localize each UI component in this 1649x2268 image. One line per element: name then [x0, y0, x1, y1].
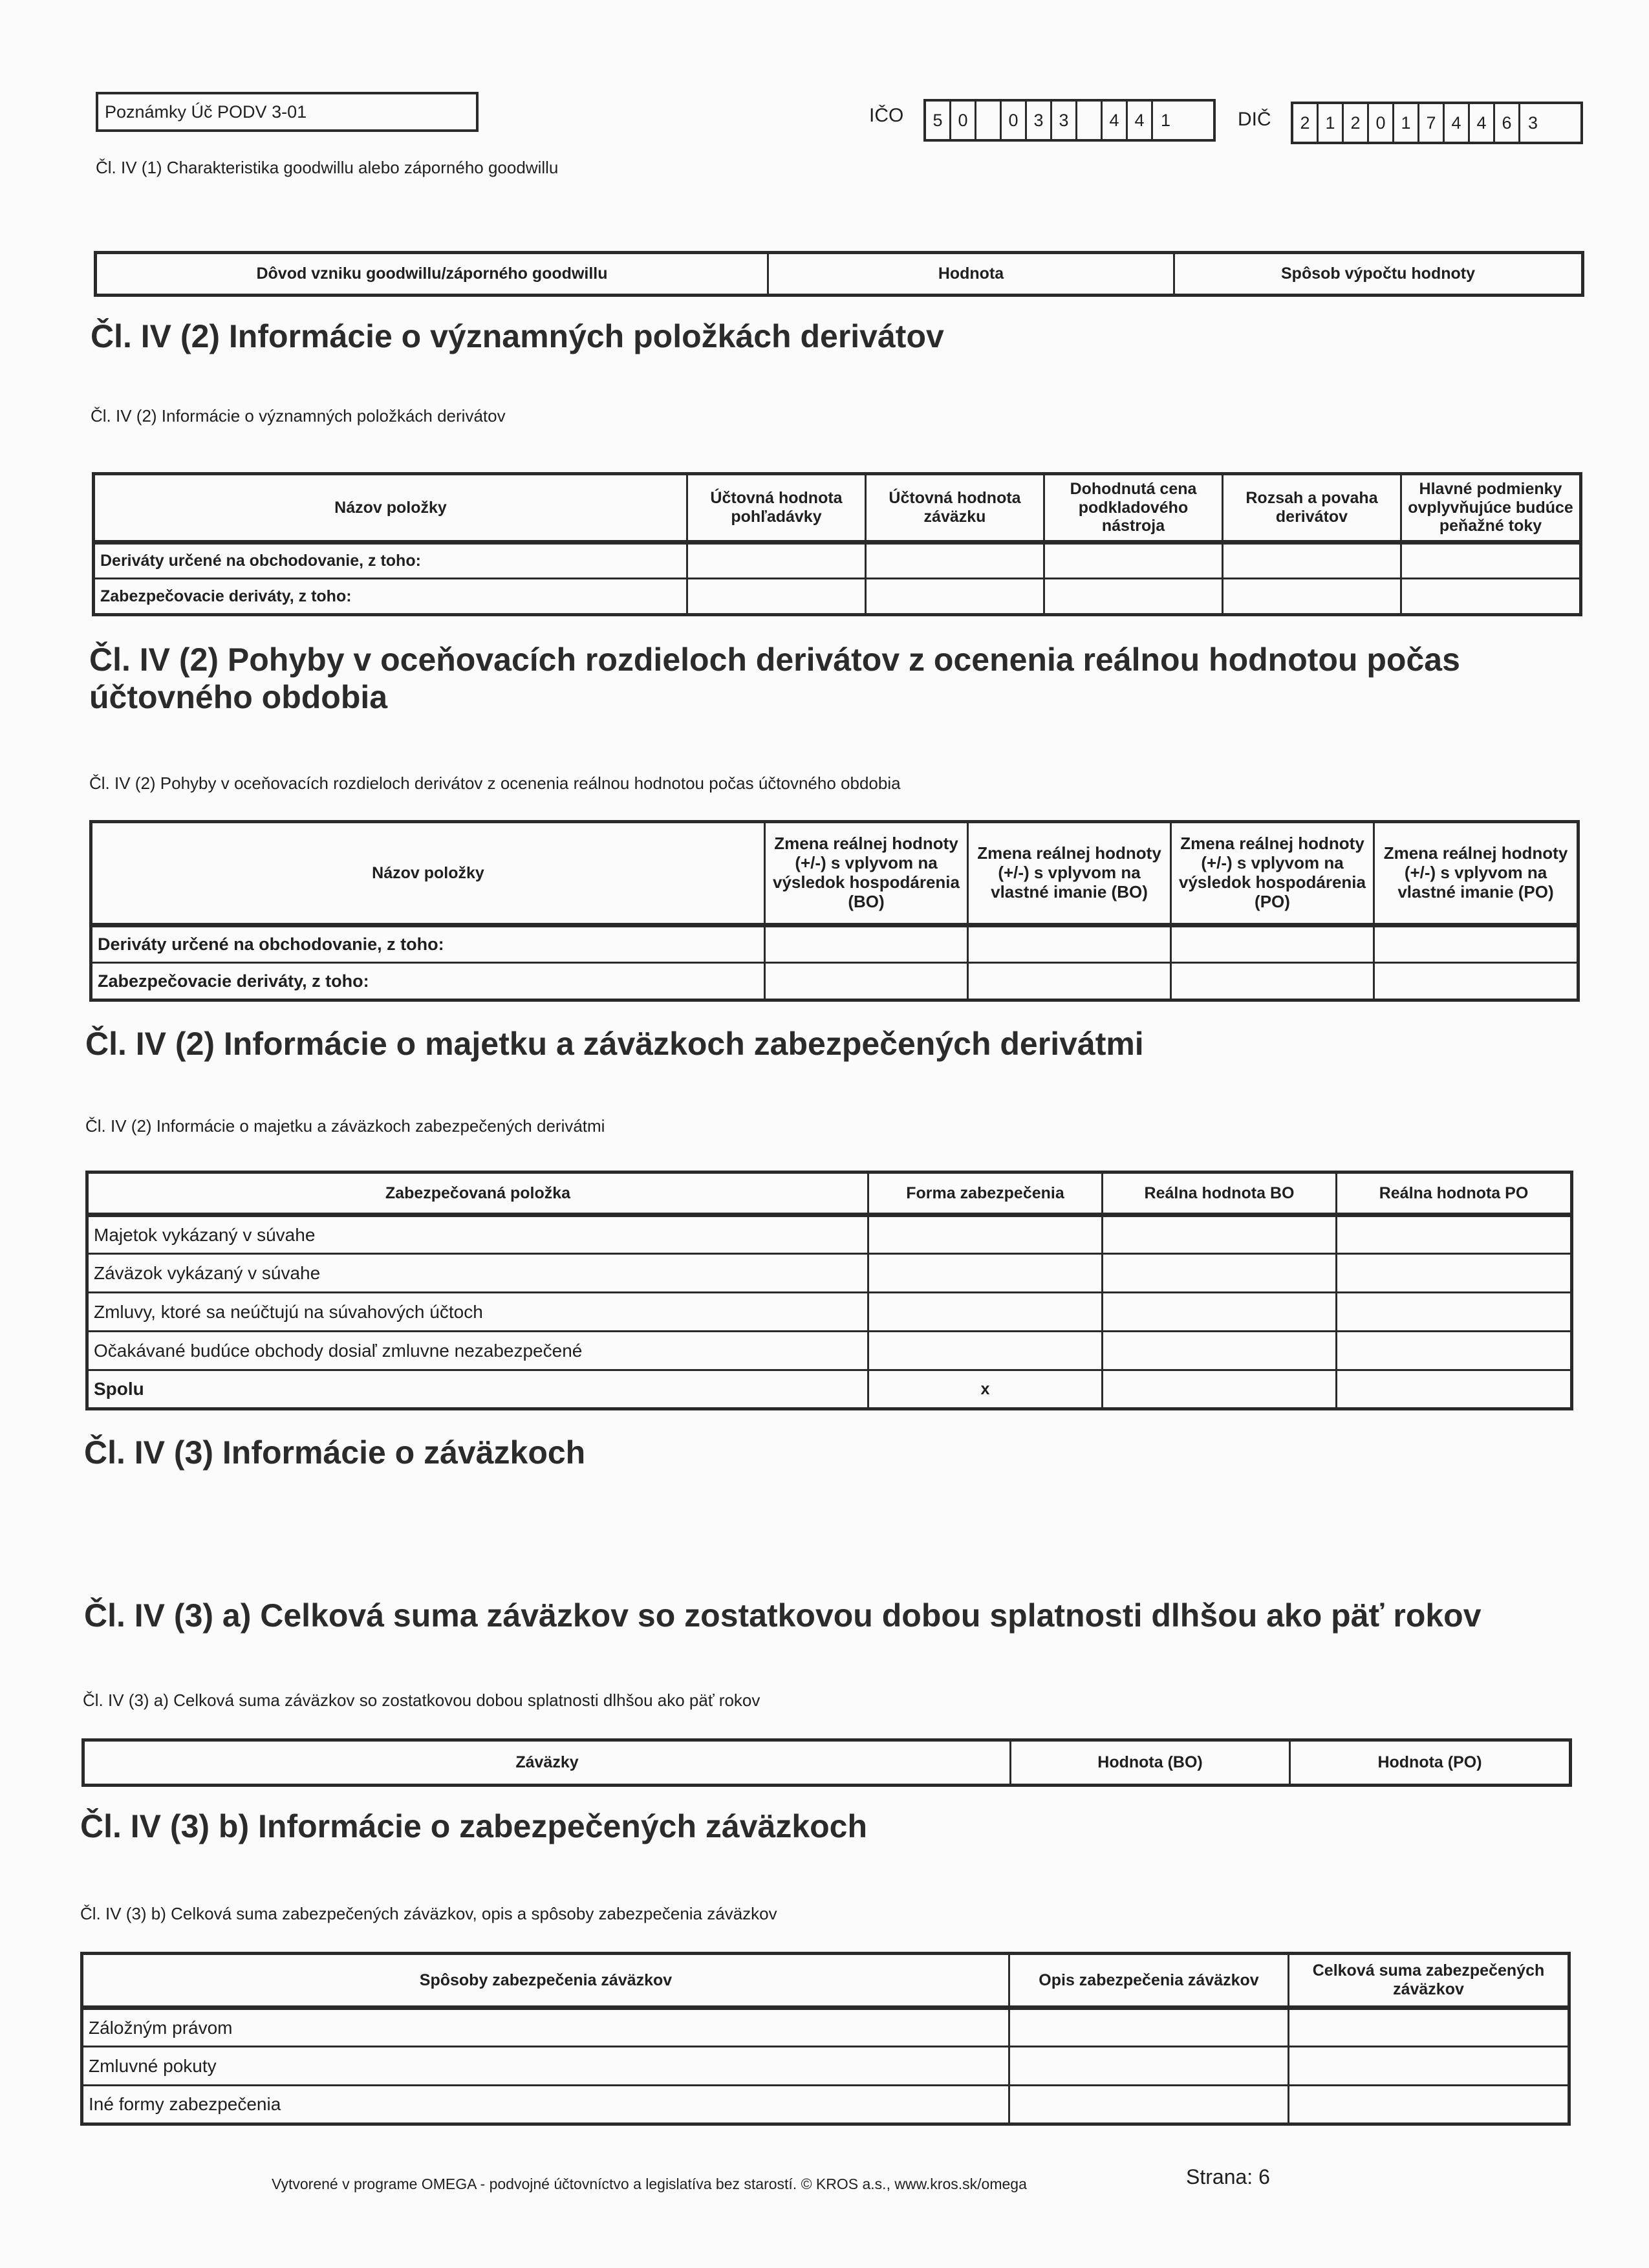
ico-digit: 1 — [1160, 110, 1171, 130]
dic-digit: 3 — [1527, 113, 1538, 133]
col-header: Hodnota (PO) — [1290, 1740, 1571, 1786]
ico-digits — [923, 99, 1216, 142]
col-header: Forma zabezpečenia — [868, 1172, 1103, 1215]
row-label: Iné formy zabezpečenia — [82, 2086, 1009, 2124]
ico-digit: 4 — [1128, 102, 1153, 139]
value-cell — [1009, 2086, 1289, 2124]
value-cell — [1374, 963, 1579, 1000]
value-cell — [868, 1254, 1103, 1293]
value-cell — [1103, 1215, 1337, 1254]
col-header: Účtovná hodnota záväzku — [866, 474, 1044, 543]
section-caption: Čl. IV (2) Pohyby v oceňovacích rozdieloch derivátov z ocenenia reálnou hodnotou počas účtovného obdobia — [89, 773, 901, 793]
row-label: Majetok vykázaný v súvahe — [87, 1215, 868, 1254]
value-cell — [1289, 2086, 1569, 2124]
value-cell — [1401, 579, 1581, 615]
value-cell — [687, 543, 866, 579]
dic-digit: 2 — [1344, 104, 1369, 142]
value-cell — [1103, 1370, 1337, 1409]
value-cell: x — [868, 1370, 1103, 1409]
col-header: Celková suma zabezpečených záväzkov — [1289, 1954, 1569, 2008]
value-cell — [1374, 925, 1579, 963]
col-header: Spôsob výpočtu hodnoty — [1174, 253, 1583, 296]
col-header: Záväzky — [83, 1740, 1011, 1786]
secured-liabilities-table — [80, 1952, 1571, 2126]
hedged-items-table — [85, 1171, 1573, 1410]
ico-digit — [1077, 102, 1103, 139]
goodwill-caption: Čl. IV (1) Charakteristika goodwillu alebo záporného goodwillu — [96, 158, 559, 177]
row-label: Zabezpečovacie deriváty, z toho: — [94, 579, 687, 615]
col-header: Dôvod vzniku goodwillu/záporného goodwillu — [96, 253, 768, 296]
dic-digit: 1 — [1319, 104, 1344, 142]
row-label: Zabezpečovacie deriváty, z toho: — [91, 963, 765, 1000]
derivatives-movements-table — [89, 820, 1580, 1002]
dic-label: DIČ — [1238, 109, 1271, 130]
col-header: Reálna hodnota PO — [1337, 1172, 1572, 1215]
value-cell — [1289, 2008, 1569, 2047]
value-cell — [1337, 1254, 1572, 1293]
col-header: Opis zabezpečenia záväzkov — [1009, 1954, 1289, 2008]
table-row — [87, 1215, 1572, 1254]
col-header: Hlavné podmienky ovplyvňujúce budúce peňažné toky — [1401, 474, 1581, 543]
section-heading: Čl. IV (2) Informácie o významných položkách derivátov — [91, 318, 944, 354]
table-row — [82, 2047, 1569, 2086]
col-header: Hodnota — [768, 253, 1174, 296]
row-label: Záväzok vykázaný v súvahe — [87, 1254, 868, 1293]
value-cell — [1337, 1332, 1572, 1370]
section-heading: Čl. IV (3) b) Informácie o zabezpečených záväzkoch — [80, 1808, 868, 1844]
table-row-total — [87, 1370, 1572, 1409]
ico-digit: 0 — [951, 102, 976, 139]
dic-digit: 6 — [1495, 104, 1520, 142]
ico-digit: 3 — [1027, 102, 1052, 139]
row-label: Deriváty určené na obchodovanie, z toho: — [94, 543, 687, 579]
table-row — [82, 2008, 1569, 2047]
value-cell — [1223, 543, 1401, 579]
value-cell — [1337, 1293, 1572, 1332]
col-header: Účtovná hodnota pohľadávky — [687, 474, 866, 543]
value-cell — [1103, 1293, 1337, 1332]
page-number: Strana: 6 — [1186, 2165, 1270, 2188]
value-cell — [868, 1293, 1103, 1332]
table-row — [87, 1293, 1572, 1332]
col-header: Rozsah a povaha derivátov — [1223, 474, 1401, 543]
value-cell — [1337, 1215, 1572, 1254]
dic-digits — [1291, 102, 1583, 144]
value-cell — [866, 579, 1044, 615]
dic-digit: 1 — [1394, 104, 1419, 142]
col-header: Zmena reálnej hodnoty (+/-) s vplyvom na vlastné imanie (BO) — [968, 822, 1171, 925]
value-cell — [1009, 2008, 1289, 2047]
value-cell — [868, 1332, 1103, 1370]
dic-digit: 4 — [1470, 104, 1495, 142]
value-cell — [1171, 963, 1374, 1000]
value-cell — [765, 963, 968, 1000]
row-label: Očakávané budúce obchody dosiaľ zmluvne nezabezpečené — [87, 1332, 868, 1370]
ico-digit: 5 — [926, 102, 951, 139]
value-cell — [1223, 579, 1401, 615]
value-cell — [968, 963, 1171, 1000]
section-caption: Čl. IV (3) a) Celková suma záväzkov so zostatkovou dobou splatnosti dlhšou ako päť rokov — [83, 1690, 760, 1710]
col-header: Názov položky — [94, 474, 687, 543]
col-header: Dohodnutá cena podkladového nástroja — [1044, 474, 1223, 543]
value-cell — [1171, 925, 1374, 963]
col-header: Hodnota (BO) — [1011, 1740, 1290, 1786]
ico-digit: 0 — [1002, 102, 1027, 139]
dic-digit: 0 — [1369, 104, 1394, 142]
table-row — [87, 1254, 1572, 1293]
footer-credit: Vytvorené v programe OMEGA - podvojné účtovníctvo a legislatíva bez starostí. © KROS a.s., www.kros.sk/omega — [272, 2176, 1027, 2192]
form-code: Poznámky Úč PODV 3-01 — [105, 102, 307, 122]
col-header: Spôsoby zabezpečenia záväzkov — [82, 1954, 1009, 2008]
table-row — [82, 2086, 1569, 2124]
value-cell — [1289, 2047, 1569, 2086]
value-cell — [687, 579, 866, 615]
derivatives-info-table — [92, 472, 1582, 616]
dic-digit: 2 — [1293, 104, 1319, 142]
col-header: Zabezpečovaná položka — [87, 1172, 868, 1215]
value-cell — [1103, 1332, 1337, 1370]
col-header: Názov položky — [91, 822, 765, 925]
col-header: Zmena reálnej hodnoty (+/-) s vplyvom na výsledok hospodárenia (BO) — [765, 822, 968, 925]
form-code-box — [96, 92, 479, 132]
row-label: Záložným právom — [82, 2008, 1009, 2047]
value-cell — [868, 1215, 1103, 1254]
goodwill-table — [94, 251, 1584, 297]
value-cell — [866, 543, 1044, 579]
table-row — [94, 579, 1581, 615]
row-label: Spolu — [87, 1370, 868, 1409]
value-cell — [1103, 1254, 1337, 1293]
section-caption: Čl. IV (3) b) Celková suma zabezpečených záväzkov, opis a spôsoby zabezpečenia záväzkov — [80, 1904, 777, 1923]
col-header: Zmena reálnej hodnoty (+/-) s vplyvom na výsledok hospodárenia (PO) — [1171, 822, 1374, 925]
row-label: Zmluvné pokuty — [82, 2047, 1009, 2086]
col-header: Zmena reálnej hodnoty (+/-) s vplyvom na vlastné imanie (PO) — [1374, 822, 1579, 925]
value-cell — [1401, 543, 1581, 579]
ico-label: IČO — [869, 105, 904, 126]
value-cell — [1044, 543, 1223, 579]
value-cell — [968, 925, 1171, 963]
ico-digit — [976, 102, 1002, 139]
table-row — [91, 963, 1579, 1000]
row-label: Zmluvy, ktoré sa neúčtujú na súvahových účtoch — [87, 1293, 868, 1332]
section-caption: Čl. IV (2) Informácie o významných položkách derivátov — [91, 406, 506, 426]
table-row — [91, 925, 1579, 963]
section-heading: Čl. IV (2) Informácie o majetku a záväzkoch zabezpečených derivátmi — [85, 1026, 1144, 1062]
section-heading: Čl. IV (3) Informácie o záväzkoch — [84, 1434, 586, 1471]
col-header: Reálna hodnota BO — [1103, 1172, 1337, 1215]
section-caption: Čl. IV (2) Informácie o majetku a záväzkoch zabezpečených derivátmi — [85, 1116, 605, 1136]
value-cell — [1337, 1370, 1572, 1409]
table-row — [87, 1332, 1572, 1370]
ico-digit: 4 — [1103, 102, 1128, 139]
long-liabilities-table — [81, 1738, 1572, 1787]
dic-digit: 7 — [1419, 104, 1445, 142]
dic-digit: 4 — [1445, 104, 1470, 142]
ico-digit: 3 — [1052, 102, 1077, 139]
value-cell — [1009, 2047, 1289, 2086]
value-cell — [765, 925, 968, 963]
value-cell — [1044, 579, 1223, 615]
section-heading: Čl. IV (2) Pohyby v oceňovacích rozdieloch derivátov z ocenenia reálnou hodnotou počas účtovného obdobia — [89, 642, 1460, 715]
row-label: Deriváty určené na obchodovanie, z toho: — [91, 925, 765, 963]
section-heading: Čl. IV (3) a) Celková suma záväzkov so zostatkovou dobou splatnosti dlhšou ako päť rokov — [84, 1597, 1482, 1634]
table-row — [94, 543, 1581, 579]
